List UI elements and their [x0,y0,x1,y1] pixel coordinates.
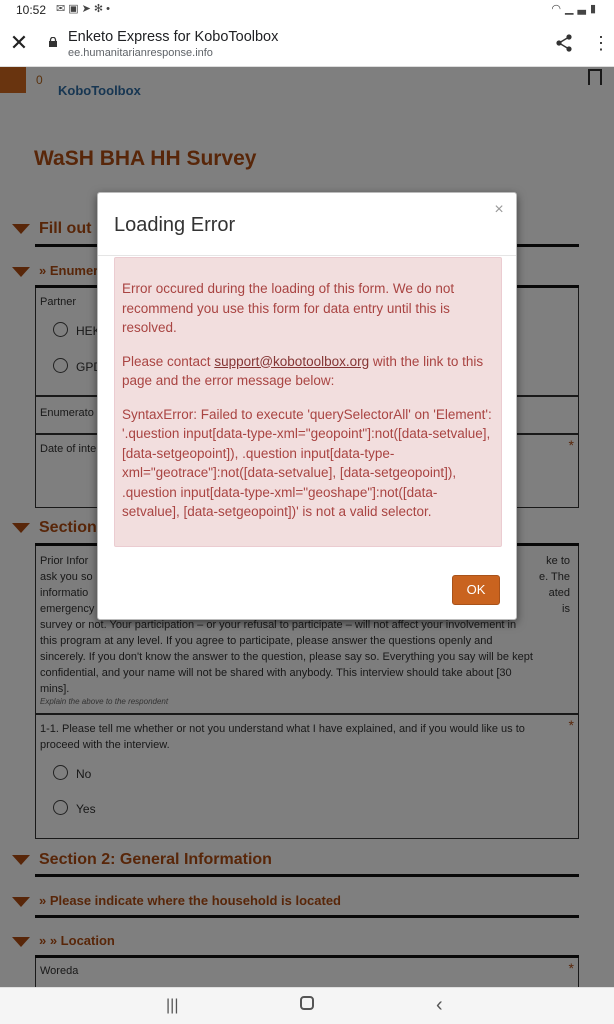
browser-toolbar [0,20,614,67]
browser-page-title[interactable]: Enketo Express for KoboToolbox [68,29,279,45]
telegram-icon: ➤ [81,3,94,15]
settings-icon: ✻ [93,3,107,15]
status-system-icons [551,2,600,15]
support-email-link[interactable]: support@kobotoolbox.org [214,353,370,369]
error-intro: Error occured during the loading of this form. We do not recommend you use this form for data entry until this is resolved. [122,281,455,335]
battery-icon: ▮ [589,3,600,15]
home-icon[interactable] [300,996,314,1010]
lock-icon [48,37,58,47]
dialog-header-divider [98,255,516,256]
wifi-icon: ◠ [551,3,566,15]
recent-apps-icon[interactable]: ||| [166,997,179,1014]
android-nav-bar [0,987,614,1024]
signal-icon: ▁▃ [565,3,590,15]
contact-suffix: with the link to this page and the error message below: [122,353,484,388]
mail-icon: ✉ [56,3,69,15]
share-icon[interactable] [554,33,574,53]
dialog-title: Loading Error [114,214,236,236]
status-time: 10:52 [16,3,47,17]
more-menu-icon[interactable]: ⋮ [592,33,610,53]
contact-text [122,352,494,391]
status-bar [0,0,614,20]
status-notification-icons [56,2,113,15]
ok-button[interactable]: OK [452,575,500,605]
error-message: SyntaxError: Failed to execute 'querySelectorAll' on 'Element': '.question input[data-type-xml="geopoint"]:not([data-setvalue], [data-setgeopoint]), .question input[data-type-xml="geotrace"]:not([data-setvalue], [data-setgeopoint]), .question input[data-type-xml="geoshape"]:not([data-setvalue], [data-setgeopoint])' is not a valid selector. [122,406,492,519]
back-icon[interactable]: ‹ [436,994,443,1016]
loading-error-dialog [97,192,517,620]
browser-url[interactable]: ee.humanitarianresponse.info [68,47,213,59]
dot-icon: • [106,3,113,15]
close-tab-icon[interactable]: ✕ [9,30,29,55]
contact-prefix: Please contact [122,353,215,369]
error-alert [114,257,502,547]
close-icon[interactable]: × [494,201,504,218]
image-icon: ▣ [68,3,82,15]
